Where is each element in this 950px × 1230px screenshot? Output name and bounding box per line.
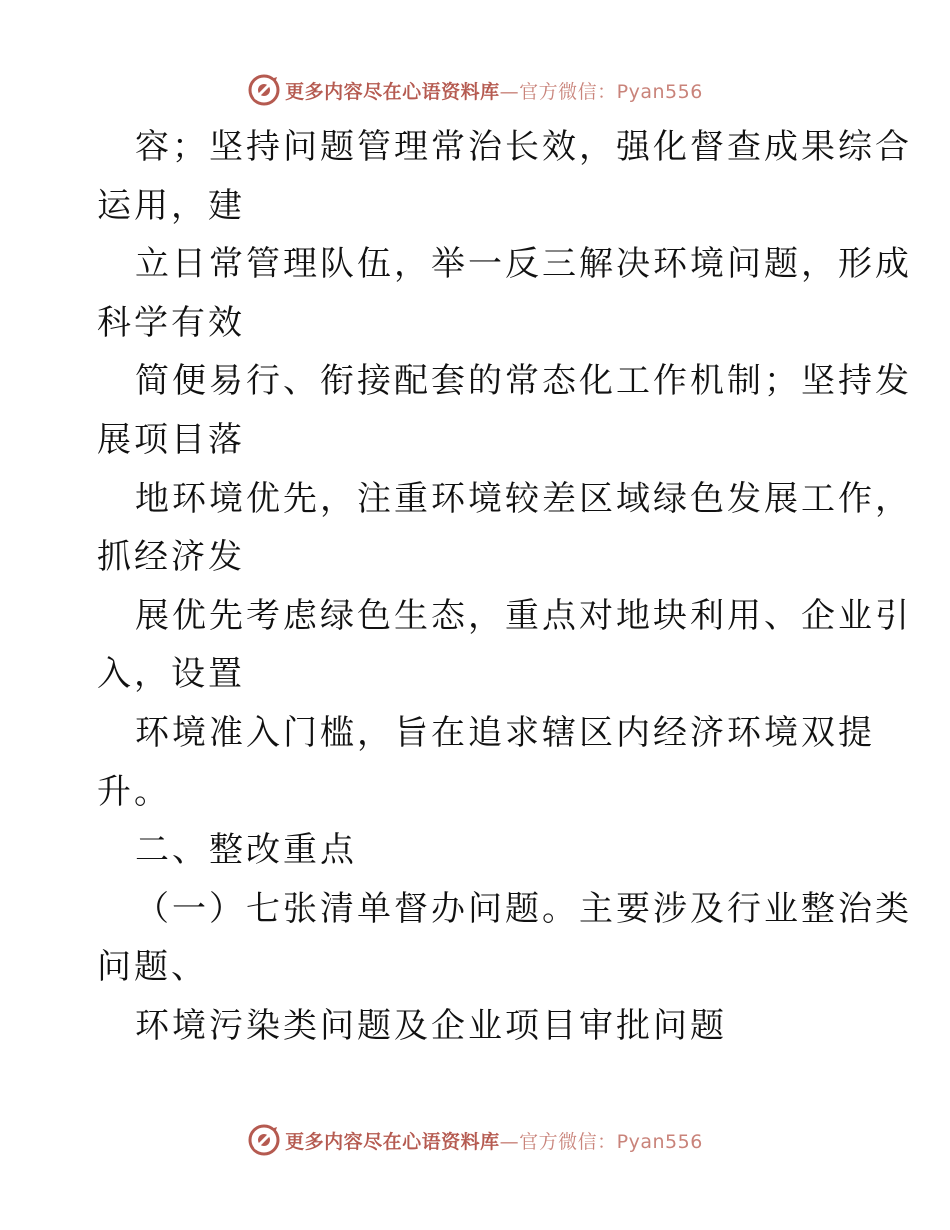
body-line: 科学有效 — [97, 302, 245, 343]
header-watermark — [0, 70, 950, 110]
watermark-text — [285, 77, 703, 104]
body-line: 入，设置 — [97, 654, 245, 695]
watermark-main-text: 更多内容尽在心语资料库 — [285, 1130, 500, 1153]
body-line: 简便易行、衔接配套的常态化工作机制；坚持发 — [135, 361, 912, 402]
body-line: 环境准入门槛，旨在追求辖区内经济环境双提 — [135, 712, 875, 753]
body-line: 展优先考虑绿色生态，重点对地块利用、企业引 — [135, 595, 912, 636]
watermark-separator: — — [499, 80, 520, 103]
document-body — [97, 118, 912, 1056]
watermark-main-text: 更多内容尽在心语资料库 — [285, 80, 500, 103]
section-heading: 二、整改重点 — [135, 830, 357, 871]
body-line: 问题、 — [97, 947, 208, 988]
watermark-tail-text: 官方微信：Pyan556 — [519, 1130, 703, 1153]
watermark-tail-text: 官方微信：Pyan556 — [519, 80, 703, 103]
body-line: 立日常管理队伍，举一反三解决环境问题，形成 — [135, 244, 912, 285]
body-line: 地环境优先，注重环境较差区域绿色发展工作， — [135, 478, 912, 519]
body-line: 运用，建 — [97, 185, 245, 226]
footer-watermark — [0, 1120, 950, 1160]
body-line: 展项目落 — [97, 419, 245, 460]
watermark-separator: — — [499, 1130, 520, 1153]
watermark-text — [285, 1127, 703, 1154]
watermark-logo-icon — [247, 73, 281, 107]
watermark-logo-icon — [247, 1123, 281, 1157]
body-line: 环境污染类问题及企业项目审批问题 — [135, 1005, 727, 1046]
body-line: 容；坚持问题管理常治长效，强化督查成果综合 — [135, 127, 912, 167]
body-line: （一）七张清单督办问题。主要涉及行业整治类 — [135, 888, 912, 929]
body-line: 抓经济发 — [97, 537, 245, 578]
body-line: 升。 — [97, 771, 171, 812]
